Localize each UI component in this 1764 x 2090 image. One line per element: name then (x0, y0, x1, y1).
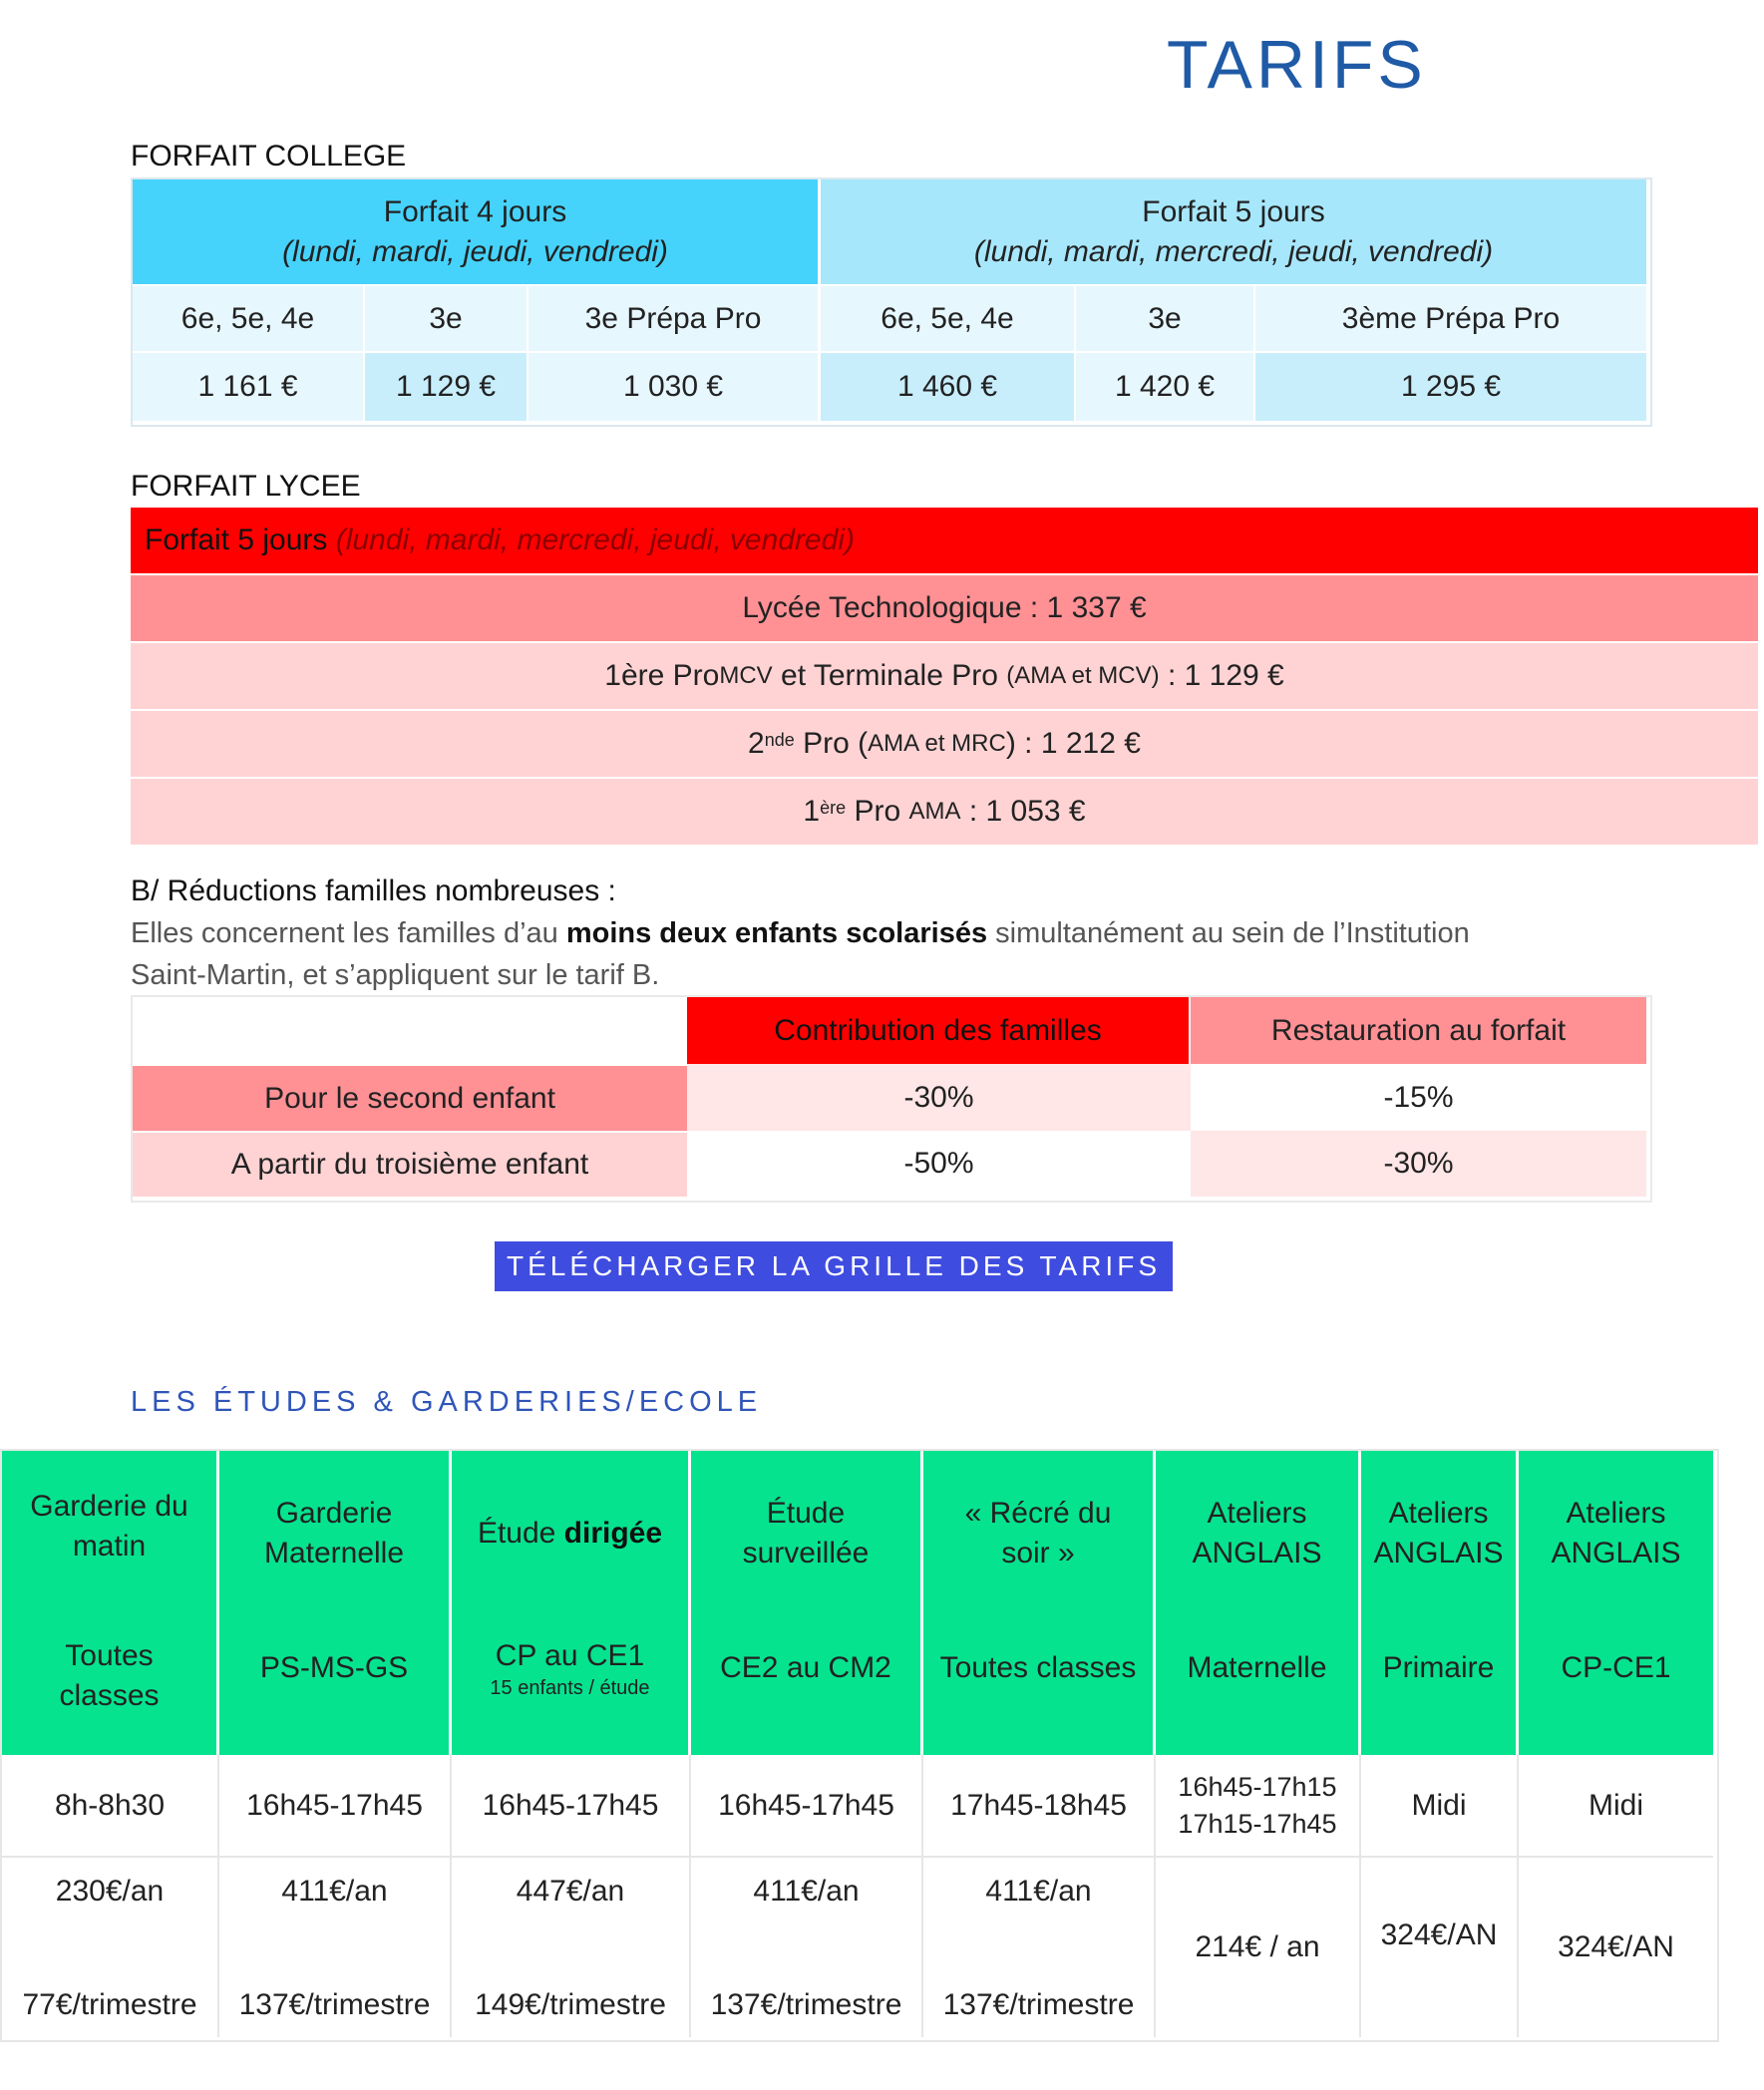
text: CP au CE1 (495, 1639, 645, 1672)
text: 447€/an (516, 1875, 625, 1908)
college-header-5-title: Forfait 5 jours (1142, 194, 1325, 228)
etudes-header-etude-dirigee (452, 1451, 691, 1755)
reductions-row-label: A partir du troisième enfant (133, 1131, 687, 1197)
text: 230€/an (55, 1875, 165, 1908)
text: 411€/an (985, 1875, 1092, 1908)
reductions-description (131, 912, 1686, 996)
etudes-header-anglais-maternelle (1156, 1451, 1361, 1755)
text: 137€/trimestre (238, 1988, 431, 2021)
etudes-price-cell: 324€/AN (1519, 1858, 1713, 2037)
college-price-cell: 1 295 € (1255, 353, 1646, 421)
text: CP-CE1 (1561, 1651, 1671, 1684)
text: CE2 au CM2 (720, 1651, 891, 1684)
lycee-row-1ere-terminale-pro (131, 643, 1758, 711)
college-price-cell: 1 129 € (365, 353, 529, 421)
text: 411€/an (281, 1875, 388, 1908)
college-level-cell: 3e Prépa Pro (529, 286, 821, 353)
text: simultanément au sein de l’Institution (987, 917, 1470, 949)
etudes-price-cell (2, 1858, 219, 2037)
etudes-price-cell (923, 1858, 1156, 2037)
etudes-price-cell: 214€ / an (1156, 1858, 1361, 2037)
text: Pro (846, 795, 909, 828)
lycee-row-2nde-pro: 2 $^{nde}$ Pro ( AMA et MRC ) : 1 212 € (131, 711, 1758, 779)
lycee-header-title: Forfait 5 jours (145, 523, 328, 556)
etudes-header-etude-surveillee (691, 1451, 923, 1755)
text: 77€/trimestre (22, 1988, 197, 2021)
text: ANGLAIS (1551, 1537, 1681, 1569)
text: MCV (719, 662, 773, 689)
text: Ateliers (1388, 1497, 1489, 1530)
etudes-header-garderie-maternelle (219, 1451, 452, 1755)
text: Étude (477, 1517, 564, 1550)
text: : 1 053 € (960, 795, 1086, 828)
reductions-row-contribution: -50% (687, 1131, 1191, 1197)
text: classes (59, 1679, 160, 1712)
college-header-5-days-text: (lundi, mardi, mercredi, jeudi, vendredi) (973, 234, 1494, 268)
text: 149€/trimestre (475, 1988, 666, 2021)
college-level-cell: 6e, 5e, 4e (821, 286, 1076, 353)
text: 16h45-17h15 (1178, 1771, 1337, 1802)
lycee-header-row (131, 508, 1758, 575)
text: Garderie du (30, 1490, 188, 1523)
text: 15 enfants / étude (490, 1677, 650, 1699)
lycee-row-1ere-pro-ama: 1 $^{ère}$ Pro AMA : 1 053 € (131, 779, 1758, 845)
etudes-price-cell (219, 1858, 452, 2037)
college-header-4-title: Forfait 4 jours (383, 194, 567, 228)
college-section-label: FORFAIT COLLEGE (131, 140, 407, 173)
text: « Récré du (964, 1497, 1112, 1530)
text: dirigée (563, 1517, 663, 1550)
lycee-row-techno: Lycée Technologique : 1 337 € (131, 575, 1758, 643)
text: : 1 129 € (1159, 659, 1284, 692)
college-price-cell: 1 460 € (821, 353, 1076, 421)
text: ANGLAIS (1373, 1537, 1504, 1569)
text: Primaire (1382, 1651, 1495, 1684)
etudes-section-title: LES ÉTUDES & GARDERIES/ECOLE (131, 1386, 763, 1418)
text: 17h15-17h45 (1178, 1808, 1337, 1839)
text: 1 (803, 795, 821, 828)
etudes-hours-cell: 16h45-17h45 (691, 1755, 923, 1858)
etudes-price-cell (691, 1858, 923, 2037)
etudes-hours-cell: 8h-8h30 (2, 1755, 219, 1858)
college-header-5-days (821, 179, 1646, 286)
text: AMA (908, 798, 961, 825)
college-level-cell: 6e, 5e, 4e (133, 286, 365, 353)
college-table (131, 177, 1652, 427)
reductions-row-restauration: -15% (1191, 1064, 1646, 1131)
reductions-row-contribution: -30% (687, 1064, 1191, 1131)
text: AMA et MRC (868, 730, 1006, 757)
text: moins deux enfants scolarisés (565, 917, 988, 949)
college-level-cell: 3e (365, 286, 529, 353)
text: Toutes (65, 1639, 154, 1672)
etudes-header-recre-du-soir (923, 1451, 1156, 1755)
etudes-price-cell (452, 1858, 691, 2037)
text: Toutes classes (939, 1651, 1137, 1684)
etudes-price-cell: 324€/AN (1361, 1858, 1519, 2037)
college-price-cell: 1 161 € (133, 353, 365, 421)
lycee-section-label: FORFAIT LYCEE (131, 470, 361, 503)
etudes-hours-cell: Midi (1361, 1755, 1519, 1858)
lycee-table (131, 508, 1764, 847)
college-level-cell: 3e (1076, 286, 1255, 353)
text: soir » (1001, 1537, 1075, 1569)
text: PS-MS-GS (259, 1651, 409, 1684)
reductions-header-contribution: Contribution des familles (687, 997, 1191, 1064)
etudes-hours-cell: 16h45-17h45 (219, 1755, 452, 1858)
reductions-table (131, 995, 1652, 1203)
college-header-4-days-text: (lundi, mardi, jeudi, vendredi) (282, 234, 668, 268)
college-level-cell: 3ème Prépa Pro (1255, 286, 1646, 353)
download-tariffs-button[interactable]: TÉLÉCHARGER LA GRILLE DES TARIFS (495, 1241, 1173, 1291)
text: Pro ( (794, 727, 869, 760)
etudes-header-garderie-matin (2, 1451, 219, 1755)
etudes-hours-cell (1156, 1755, 1361, 1858)
text: 2 (748, 727, 765, 760)
lycee-header-days: (lundi, mardi, mercredi, jeudi, vendredi) (335, 523, 855, 556)
reductions-row-label: Pour le second enfant (133, 1064, 687, 1131)
text: (AMA et MCV) (1006, 662, 1160, 689)
text: Elles concernent les familles d’au (131, 917, 566, 949)
text: ANGLAIS (1192, 1537, 1322, 1569)
etudes-hours-cell: 16h45-17h45 (452, 1755, 691, 1858)
reductions-empty-header (133, 997, 687, 1064)
text: 137€/trimestre (942, 1988, 1135, 2021)
reductions-row-restauration: -30% (1191, 1131, 1646, 1197)
page-title: TARIFS (1167, 27, 1427, 103)
text: 411€/an (753, 1875, 860, 1908)
text: ) : 1 212 € (1005, 727, 1141, 760)
text: Étude (766, 1497, 846, 1530)
text: 1ère Pro (604, 659, 720, 692)
etudes-hours-cell: Midi (1519, 1755, 1713, 1858)
text: Saint-Martin, et s’appliquent sur le tarif B. (131, 959, 660, 991)
text: Garderie (275, 1497, 393, 1530)
etudes-hours-cell: 17h45-18h45 (923, 1755, 1156, 1858)
reductions-header-restauration: Restauration au forfait (1191, 997, 1646, 1064)
college-header-4-days (133, 179, 821, 286)
reductions-title: B/ Réductions familles nombreuses : (131, 874, 616, 907)
etudes-table (0, 1449, 1719, 2042)
text: 137€/trimestre (710, 1988, 902, 2021)
text: Maternelle (1187, 1651, 1327, 1684)
text: matin (72, 1530, 147, 1563)
text: et Terminale Pro (772, 659, 1007, 692)
text: Maternelle (263, 1537, 405, 1569)
text: Ateliers (1207, 1497, 1307, 1530)
college-price-cell: 1 030 € (529, 353, 821, 421)
college-price-cell: 1 420 € (1076, 353, 1255, 421)
etudes-header-anglais-primaire (1361, 1451, 1519, 1755)
etudes-header-anglais-cp-ce1 (1519, 1451, 1713, 1755)
text: Ateliers (1566, 1497, 1666, 1530)
text: surveillée (742, 1537, 870, 1569)
